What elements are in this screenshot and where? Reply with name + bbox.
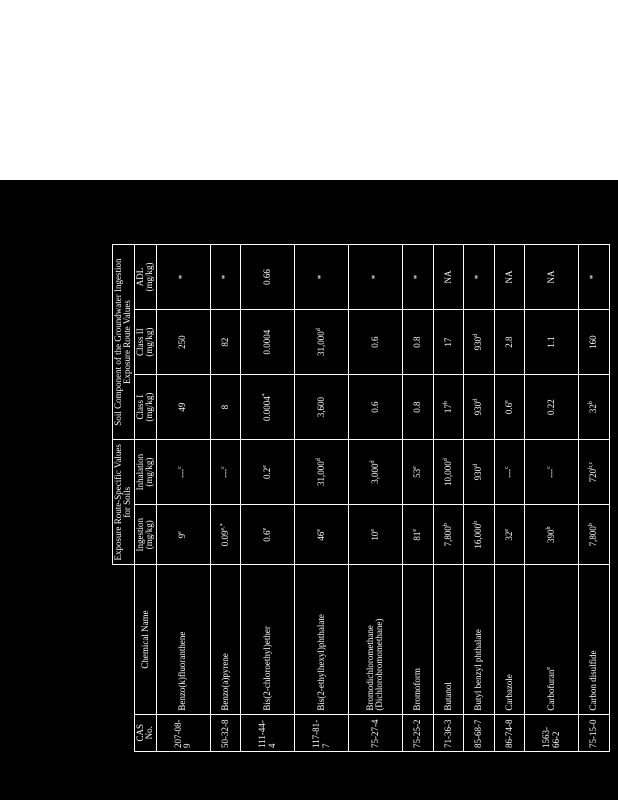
soil-values-table (112, 244, 610, 752)
table-row (241, 245, 295, 752)
column-header-label: Class I (134, 394, 145, 420)
footnote-marker: b (588, 401, 595, 405)
cell-value: 0.8 (411, 401, 422, 413)
blank-corner-cell (113, 565, 135, 714)
cell-adl (349, 245, 403, 310)
cell-class1 (494, 375, 525, 440)
cell-cas (433, 714, 464, 751)
cell-inhalation (464, 440, 495, 505)
cell-cas (525, 714, 579, 751)
footnote-marker: c (219, 466, 226, 469)
cell-cas (402, 714, 433, 751)
footnote-marker: e (261, 527, 268, 531)
column-header-unit: (mg/kg) (144, 327, 155, 357)
cell-value: 390 (546, 529, 557, 543)
column-header-label: Ingestion (134, 518, 145, 552)
cell-class2 (579, 310, 610, 375)
footnote-marker: b (442, 523, 449, 527)
cell-value: 17 (442, 337, 453, 347)
cell-ingestion (494, 505, 525, 565)
cell-value: 81 (411, 531, 422, 541)
cell-value: NA (442, 270, 453, 284)
column-header-unit: (mg/kg) (144, 262, 155, 292)
cell-value: 117-81-7 (311, 719, 331, 748)
footnote-marker: b (442, 401, 449, 405)
cell-value: 1563-66-2 (541, 727, 561, 748)
cell-value: 75-25-2 (411, 719, 422, 748)
cell-value: --- (503, 468, 514, 478)
footnote-marker: b (546, 526, 553, 530)
table-area (112, 244, 618, 752)
cell-value: 3,000 (369, 463, 380, 484)
cell-value: 10,000 (442, 461, 453, 486)
table-row (464, 245, 495, 752)
footnote-marker: d (473, 333, 480, 337)
table-row (156, 245, 210, 752)
cell-cas (295, 714, 349, 751)
column-header-unit: (mg/kg) (144, 392, 155, 422)
footnote-marker: e (315, 528, 322, 532)
table-row (494, 245, 525, 752)
cell-value: 2.8 (503, 336, 514, 348)
group-header-row (113, 245, 135, 752)
cell-name (433, 565, 464, 714)
cell-value: 930 (473, 336, 484, 351)
cell-class1 (241, 375, 295, 440)
footnote-marker: d (442, 458, 449, 462)
cell-value: 160 (588, 335, 599, 349)
cell-ingestion (156, 505, 210, 565)
cell-name (210, 565, 241, 714)
cell-inhalation (349, 440, 403, 505)
cell-inhalation (433, 440, 464, 505)
cell-value: * (473, 274, 484, 280)
table-row (210, 245, 241, 752)
cell-inhalation (494, 440, 525, 505)
cell-value: 930 (473, 466, 484, 481)
footnote-marker: e (369, 528, 376, 532)
footnote-marker: d (369, 460, 376, 464)
cell-value: Carbazole (503, 674, 514, 711)
cell-value: 17 (442, 404, 453, 414)
footnote-marker: b (588, 523, 595, 527)
column-header-unit: (mg/kg) (144, 457, 155, 487)
cell-value: 0.2 (261, 467, 272, 480)
cell-value: 720 (588, 468, 599, 483)
cell-cas (156, 714, 210, 751)
cell-cas (349, 714, 403, 751)
cell-value: 16,000 (473, 523, 484, 549)
cell-value: --- (546, 468, 557, 478)
cell-name (494, 565, 525, 714)
cell-value: 0.0004 (261, 396, 272, 421)
column-header-label: Inhalation (134, 453, 145, 491)
cell-value: * (411, 274, 422, 280)
cell-inhalation (525, 440, 579, 505)
cell-value: 0.6 (261, 530, 272, 542)
footnote-marker: * (261, 393, 268, 397)
footnote-marker: e (177, 531, 184, 534)
cell-value: 9 (177, 533, 188, 539)
cell-value: 49 (177, 402, 188, 412)
cell-value: 207-08-9 (172, 719, 193, 748)
cell-value: 8 (219, 404, 230, 410)
footnote-marker: c (177, 466, 184, 469)
footnote-marker: d (315, 328, 322, 332)
cell-value: 46 (315, 531, 326, 541)
cell-value: 71-36-3 (442, 719, 453, 748)
cell-class2 (156, 310, 210, 375)
footnote-marker: d (473, 463, 480, 467)
cell-value: * (315, 274, 326, 280)
footnote-marker: c (546, 466, 553, 469)
cell-value: 1.1 (546, 336, 557, 348)
cell-value: 53 (411, 468, 422, 478)
column-header-label: Class II (134, 328, 145, 356)
cell-cas (494, 714, 525, 751)
column-header (134, 505, 156, 565)
cell-cas (210, 714, 241, 751)
cell-value: 75-15-0 (588, 719, 599, 748)
cell-value: 0.66 (261, 269, 272, 285)
cell-cas (464, 714, 495, 751)
blank-corner-cell (113, 714, 135, 751)
footnote-marker: e,* (219, 523, 226, 531)
cell-class2 (295, 310, 349, 375)
cell-value: 32 (588, 404, 599, 414)
cell-value: Carbofuran (546, 669, 557, 711)
group-header-right: Soil Component of the Groundwater Ingestion Exposure Route Values (113, 245, 135, 440)
footnote-marker: e (546, 666, 553, 670)
table-body (156, 245, 609, 752)
cell-value: * (588, 274, 599, 280)
cell-adl (464, 245, 495, 310)
footnote-marker: c (503, 466, 510, 469)
cell-adl (156, 245, 210, 310)
footnote-marker: d (473, 398, 480, 402)
cell-inhalation (156, 440, 210, 505)
cell-class1 (464, 375, 495, 440)
footnote-marker: e (503, 528, 510, 532)
cell-inhalation (241, 440, 295, 505)
footnote-marker: e (411, 466, 418, 469)
table-row (525, 245, 579, 752)
cell-class1 (525, 375, 579, 440)
cell-ingestion (402, 505, 433, 565)
cell-value: * (369, 274, 380, 280)
cell-class1 (210, 375, 241, 440)
cell-value: Bromoform (411, 668, 422, 711)
cell-value: 0.8 (411, 336, 422, 348)
column-header (134, 440, 156, 505)
cell-cas (579, 714, 610, 751)
cell-adl (433, 245, 464, 310)
cell-value: 0.0004 (261, 329, 272, 355)
footnote-marker: d (315, 458, 322, 462)
cell-adl (402, 245, 433, 310)
cell-value: 32 (503, 531, 514, 541)
footnote-marker: e (261, 465, 268, 468)
cell-value: --- (219, 468, 230, 478)
cell-value: 85-68-7 (473, 719, 484, 748)
cell-value: --- (177, 468, 188, 478)
cell-name (402, 565, 433, 714)
table-row (579, 245, 610, 752)
cell-value: 82 (219, 337, 230, 347)
cell-class2 (241, 310, 295, 375)
cell-class1 (295, 375, 349, 440)
footnote-marker: b,c (588, 461, 595, 469)
column-header-label: Chemical Name (139, 610, 150, 669)
cell-class2 (464, 310, 495, 375)
cell-name (464, 565, 495, 714)
table-row (349, 245, 403, 752)
footnote-marker: e (503, 400, 510, 403)
cell-value: Bis(2-ethylhexyl)phthalate (315, 614, 326, 711)
cell-value: 10 (369, 531, 380, 541)
cell-value: 50-32-8 (219, 719, 230, 748)
cell-adl (494, 245, 525, 310)
cell-ingestion (295, 505, 349, 565)
column-header-unit: (mg/kg) (144, 520, 155, 550)
cell-class1 (349, 375, 403, 440)
cell-inhalation (402, 440, 433, 505)
column-header-label: CAS No. (134, 724, 155, 742)
cell-value: 0.6 (503, 402, 514, 415)
cell-value: 0.09 (219, 530, 230, 547)
cell-name (525, 565, 579, 714)
cell-value: Carbon disulfide (588, 650, 599, 711)
cell-value: 7,800 (588, 526, 599, 547)
table-row (402, 245, 433, 752)
cell-class2 (402, 310, 433, 375)
cell-inhalation (579, 440, 610, 505)
cell-class2 (494, 310, 525, 375)
cell-class2 (433, 310, 464, 375)
cell-value: * (177, 274, 188, 280)
cell-class1 (402, 375, 433, 440)
cell-adl (210, 245, 241, 310)
rotated-table-container (112, 244, 610, 752)
cell-inhalation (295, 440, 349, 505)
cell-value: Bromodichloromethane (Dichlorobromomethane) (365, 618, 385, 711)
cell-value: * (219, 274, 230, 280)
cell-value: Butanol (442, 682, 453, 711)
cell-name (295, 565, 349, 714)
cell-value: 31,000 (315, 461, 326, 486)
cell-ingestion (241, 505, 295, 565)
cell-value: NA (546, 270, 557, 284)
cell-value: 7,800 (442, 526, 453, 547)
cell-value: 250 (177, 335, 188, 349)
cell-class1 (433, 375, 464, 440)
cell-adl (241, 245, 295, 310)
cell-value: 3,600 (315, 397, 326, 418)
cell-value: Bis(2-chloroethyl)ether (261, 626, 272, 711)
column-header (134, 714, 156, 751)
cell-name (349, 565, 403, 714)
cell-cas (241, 714, 295, 751)
cell-value: 930 (473, 401, 484, 416)
cell-ingestion (464, 505, 495, 565)
cell-ingestion (210, 505, 241, 565)
cell-ingestion (349, 505, 403, 565)
cell-value: 0.6 (369, 336, 380, 348)
cell-value: 0.6 (369, 401, 380, 413)
cell-ingestion (433, 505, 464, 565)
cell-value: Butyl benzyl phthalate (473, 629, 484, 711)
cell-name (156, 565, 210, 714)
cell-value: Benzo(a)pyrene (219, 653, 230, 711)
footnote-marker: b (473, 520, 480, 524)
cell-ingestion (579, 505, 610, 565)
cell-value: 111-44-4 (257, 720, 277, 748)
column-header (134, 565, 156, 714)
column-header-row (134, 245, 156, 752)
column-header (134, 245, 156, 310)
footnote-marker: e (411, 528, 418, 532)
table-row (295, 245, 349, 752)
cell-adl (525, 245, 579, 310)
cell-class2 (525, 310, 579, 375)
cell-value: 31,000 (315, 331, 326, 356)
cell-ingestion (525, 505, 579, 565)
cell-value: Benzo(k)fluoranthene (177, 631, 188, 711)
cell-adl (579, 245, 610, 310)
cell-inhalation (210, 440, 241, 505)
cell-class1 (156, 375, 210, 440)
cell-name (579, 565, 610, 714)
cell-value: 86-74-8 (503, 719, 514, 748)
cell-class2 (210, 310, 241, 375)
cell-value: 0.22 (546, 399, 557, 415)
table-row (433, 245, 464, 752)
column-header-label: ADL (134, 267, 145, 287)
cell-name (241, 565, 295, 714)
cell-class2 (349, 310, 403, 375)
column-header (134, 375, 156, 440)
group-header-left: Exposure Route-Specific Values for Soils (113, 440, 135, 565)
cell-value: 75-27-4 (369, 719, 380, 748)
column-header (134, 310, 156, 375)
cell-class1 (579, 375, 610, 440)
cell-value: NA (503, 270, 514, 284)
cell-adl (295, 245, 349, 310)
